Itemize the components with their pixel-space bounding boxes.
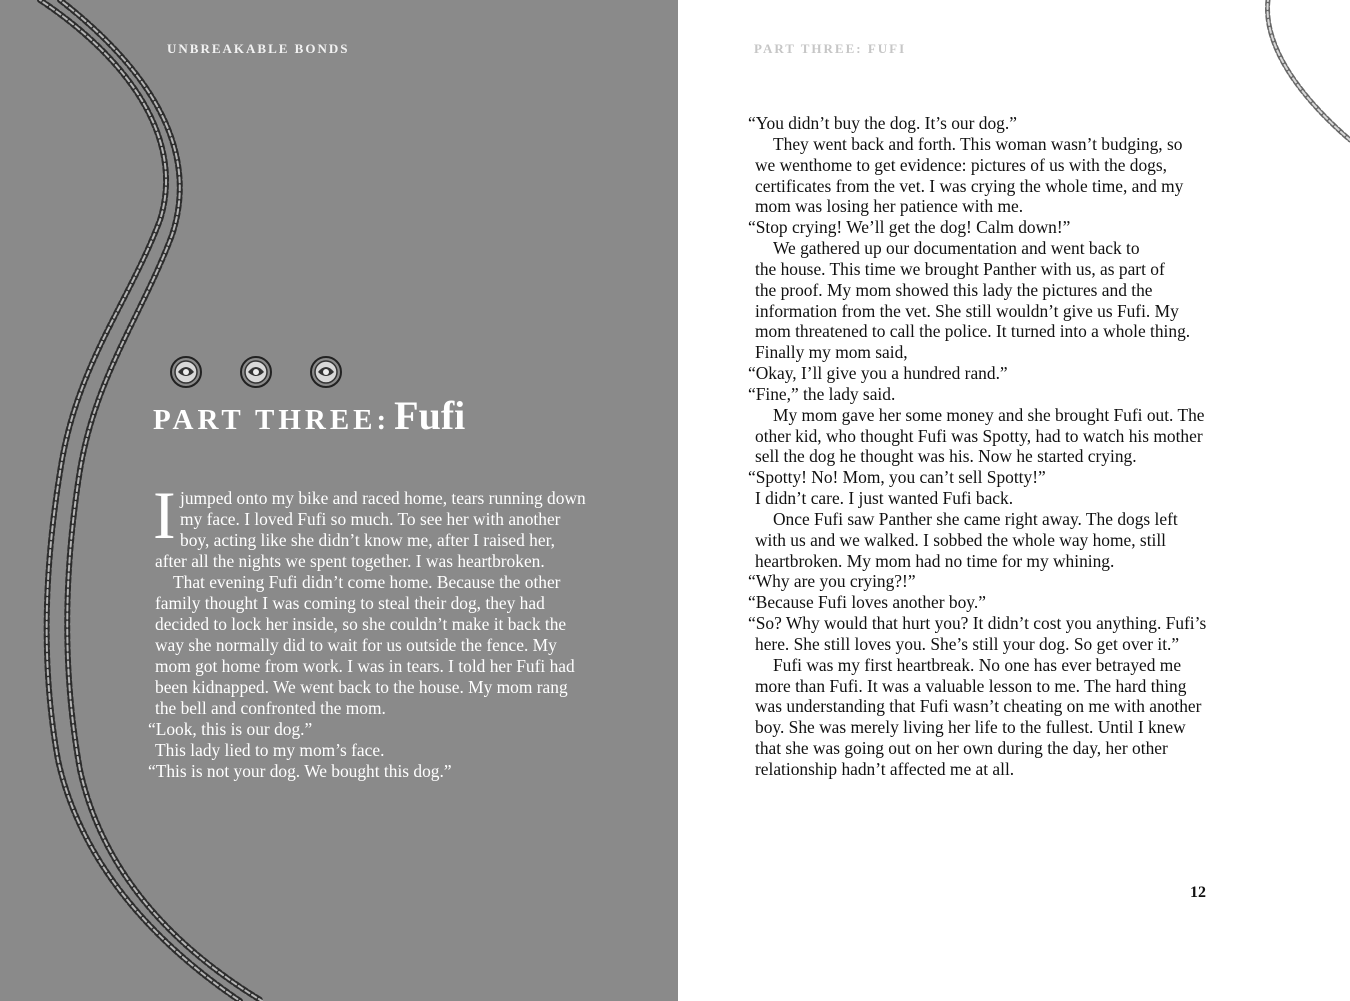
body-line: heartbroken. My mom had no time for my whining. [755,551,1115,571]
body-line: “Stop crying! We’ll get the dog! Calm down!” [748,217,1071,237]
body-line: jumped onto my bike and raced home, tears running down [180,488,586,508]
body-line: sell the dog he thought was his. Now he started crying. [755,446,1137,466]
chapter-label: PART THREE: [153,404,391,436]
body-line: here. She still loves you. She’s still your dog. So get over it.” [755,634,1180,654]
body-line: They went back and forth. This woman wasn’t budging, so [773,134,1183,154]
body-line: “Because Fufi loves another boy.” [748,592,986,612]
body-line: mom was losing her patience with me. [755,196,1024,216]
body-line: other kid, who thought Fufi was Spotty, had to watch his mother [755,426,1203,446]
body-line: “Fine,” the lady said. [748,384,896,404]
body-line: the bell and confronted the mom. [155,698,386,718]
body-line: I didn’t care. I just wanted Fufi back. [755,488,1014,508]
body-line: decided to lock her inside, so she couldn’t make it back the [155,614,567,634]
body-line: the house. This time we brought Panther with us, as part of [755,259,1165,279]
body-line: relationship hadn’t affected me at all. [755,759,1015,779]
body-line: “So? Why would that hurt you? It didn’t cost you anything. Fufi’s [748,613,1207,633]
body-line: my face. I loved Fufi so much. To see her with another [180,509,561,529]
body-line: boy, acting like she didn’t know me, after I raised her, [180,530,556,550]
body-line: “Spotty! No! Mom, you can’t sell Spotty!” [748,467,1046,487]
body-line: been kidnapped. We went back to the house. My mom rang [155,677,568,697]
emblem-row [168,350,348,396]
body-line: This lady lied to my mom’s face. [155,740,385,760]
body-line: “This is not your dog. We bought this dog.” [148,761,452,781]
body-line: mom threatened to call the police. It turned into a whole thing. [755,321,1191,341]
body-line: Once Fufi saw Panther she came right away. The dogs left [773,509,1178,529]
body-line: That evening Fufi didn’t come home. Because the other [173,572,561,592]
body-line: Fufi was my first heartbreak. No one has ever betrayed me [773,655,1182,675]
emblem-icon [168,350,204,394]
body-line: more than Fufi. It was a valuable lesson to me. The hard thing [755,676,1187,696]
body-line: after all the nights we spent together. I was heartbroken. [155,551,545,571]
body-line: we wenthome to get evidence: pictures of us with the dogs, [755,155,1167,175]
drop-cap: I [153,477,176,553]
body-line: was understanding that Fufi wasn’t cheating on me with another [755,696,1202,716]
body-line: certificates from the vet. I was crying the whole time, and my [755,176,1184,196]
page-number: 12 [1190,884,1206,901]
body-line: mom got home from work. I was in tears. I told her Fufi had [155,656,575,676]
chapter-name: Fufi [394,393,466,438]
chapter-title [153,392,465,439]
body-line: information from the vet. She still wouldn’t give us Fufi. My [755,301,1179,321]
body-line: My mom gave her some money and she brought Fufi out. The [773,405,1205,425]
emblem-icon [238,350,274,394]
right-page [678,0,1350,1001]
body-line: way she normally did to wait for us outside the fence. My [155,635,557,655]
body-line: “Okay, I’ll give you a hundred rand.” [748,363,1008,383]
body-line: the proof. My mom showed this lady the pictures and the [755,280,1153,300]
body-line: family thought I was coming to steal their dog, they had [155,593,545,613]
body-line: Finally my mom said, [755,342,908,362]
body-line: with us and we walked. I sobbed the whole way home, still [755,530,1167,550]
body-line: “Look, this is our dog.” [148,719,313,739]
body-line: “Why are you crying?!” [748,571,916,591]
body-line: We gathered up our documentation and went back to [773,238,1140,258]
emblem-icon [308,350,344,394]
body-line: boy. She was merely living her life to the fullest. Until I knew [755,717,1186,737]
body-line: that she was going out on her own during the day, her other [755,738,1168,758]
running-head: UNBREAKABLE BONDS [167,41,350,56]
running-head: PART THREE: FUFI [754,41,907,56]
body-line: “You didn’t buy the dog. It’s our dog.” [748,113,1017,133]
